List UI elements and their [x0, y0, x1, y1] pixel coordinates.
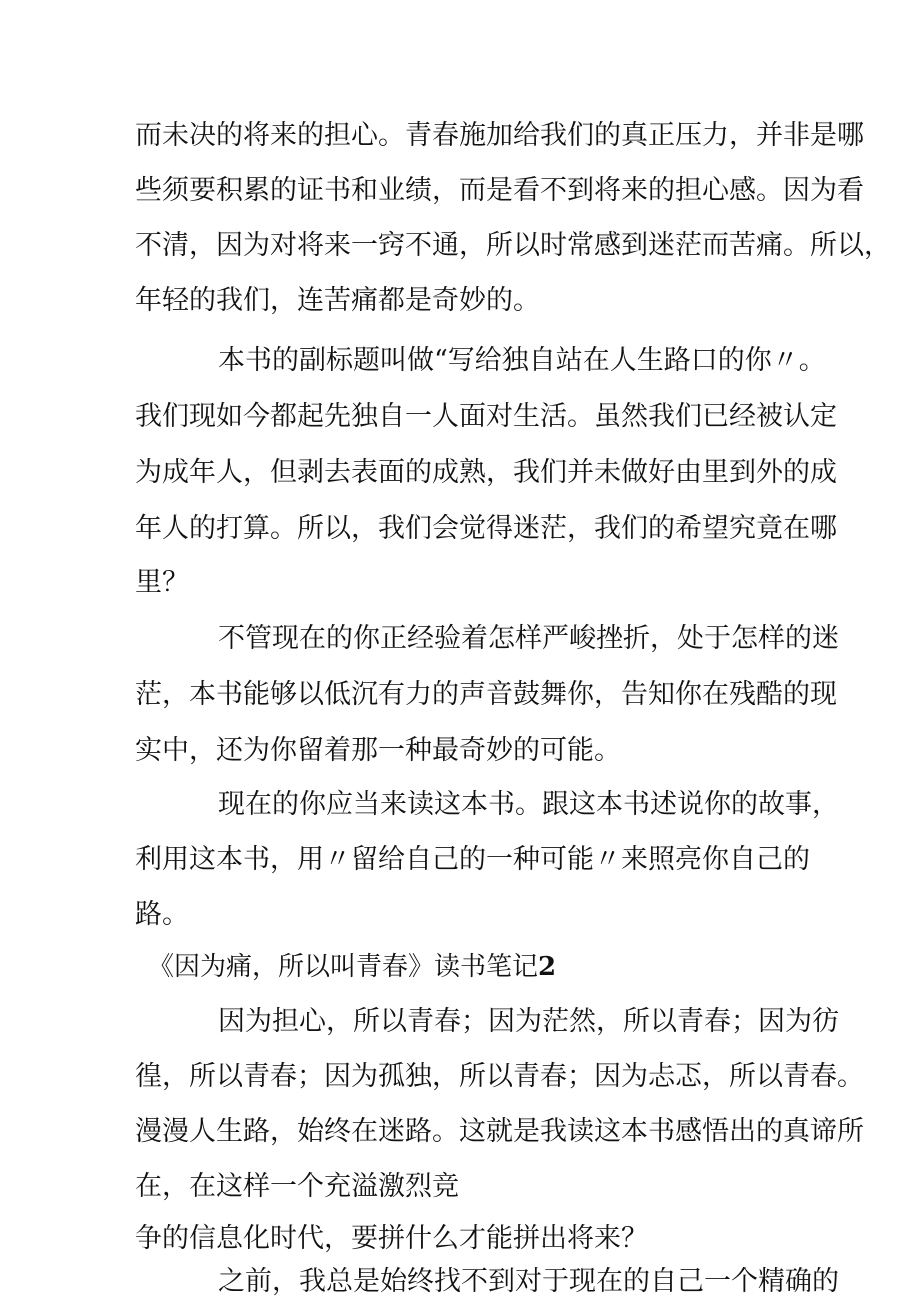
text-line: 我们现如今都起先独自一人面对生活。虽然我们已经被认定: [135, 401, 837, 432]
text-line: 里？: [135, 567, 189, 598]
text-line: 为成年人，但剥去表面的成熟，我们并未做好由里到外的成: [135, 457, 837, 488]
text-line: 本书的副标题叫做“写给独自站在人生路口的你〃。: [218, 345, 826, 376]
section-heading-text: 《因为痛，所以叫青春》读书笔记: [148, 952, 539, 982]
text-line: 因为担心，所以青春；因为茫然，所以青春；因为彷: [218, 1006, 839, 1037]
text-line: 漫漫人生路，始终在迷路。这就是我读这本书感悟出的真谛所: [135, 1116, 864, 1147]
text-line: 徨，所以青春；因为孤独，所以青春；因为忐忑，所以青春。: [135, 1061, 864, 1092]
text-line: 不管现在的你正经验着怎样严峻挫折，处于怎样的迷: [218, 623, 839, 654]
text-line: 而未决的将来的担心。青春施加给我们的真正压力，并非是哪: [135, 120, 864, 151]
text-line: 利用这本书，用〃留给自己的一种可能〃来照亮你自己的: [135, 844, 810, 875]
section-heading: [148, 950, 556, 984]
text-line: 在，在这样一个充溢激烈竞: [135, 1171, 459, 1202]
text-line: 不清，因为对将来一窍不通，所以时常感到迷茫而苦痛。所以，: [135, 230, 891, 261]
text-line: 争的信息化时代，要拼什么才能拼出将来？: [135, 1223, 648, 1254]
section-heading-number: 2: [538, 952, 557, 982]
text-line: 年人的打算。所以，我们会觉得迷茫，我们的希望究竟在哪: [135, 513, 837, 544]
text-line: 现在的你应当来读这本书。跟这本书述说你的故事，: [218, 789, 839, 820]
text-line: 些须要积累的证书和业绩，而是看不到将来的担心感。因为看: [135, 175, 864, 206]
text-line: 茫，本书能够以低沉有力的声音鼓舞你，告知你在残酷的现: [135, 679, 837, 710]
text-line: 之前，我总是始终找不到对于现在的自己一个精确的: [218, 1266, 839, 1297]
text-line: 实中，还为你留着那一种最奇妙的可能。: [135, 735, 621, 766]
text-line: 路。: [135, 899, 189, 930]
text-line: 年轻的我们，连苦痛都是奇妙的。: [135, 285, 540, 316]
